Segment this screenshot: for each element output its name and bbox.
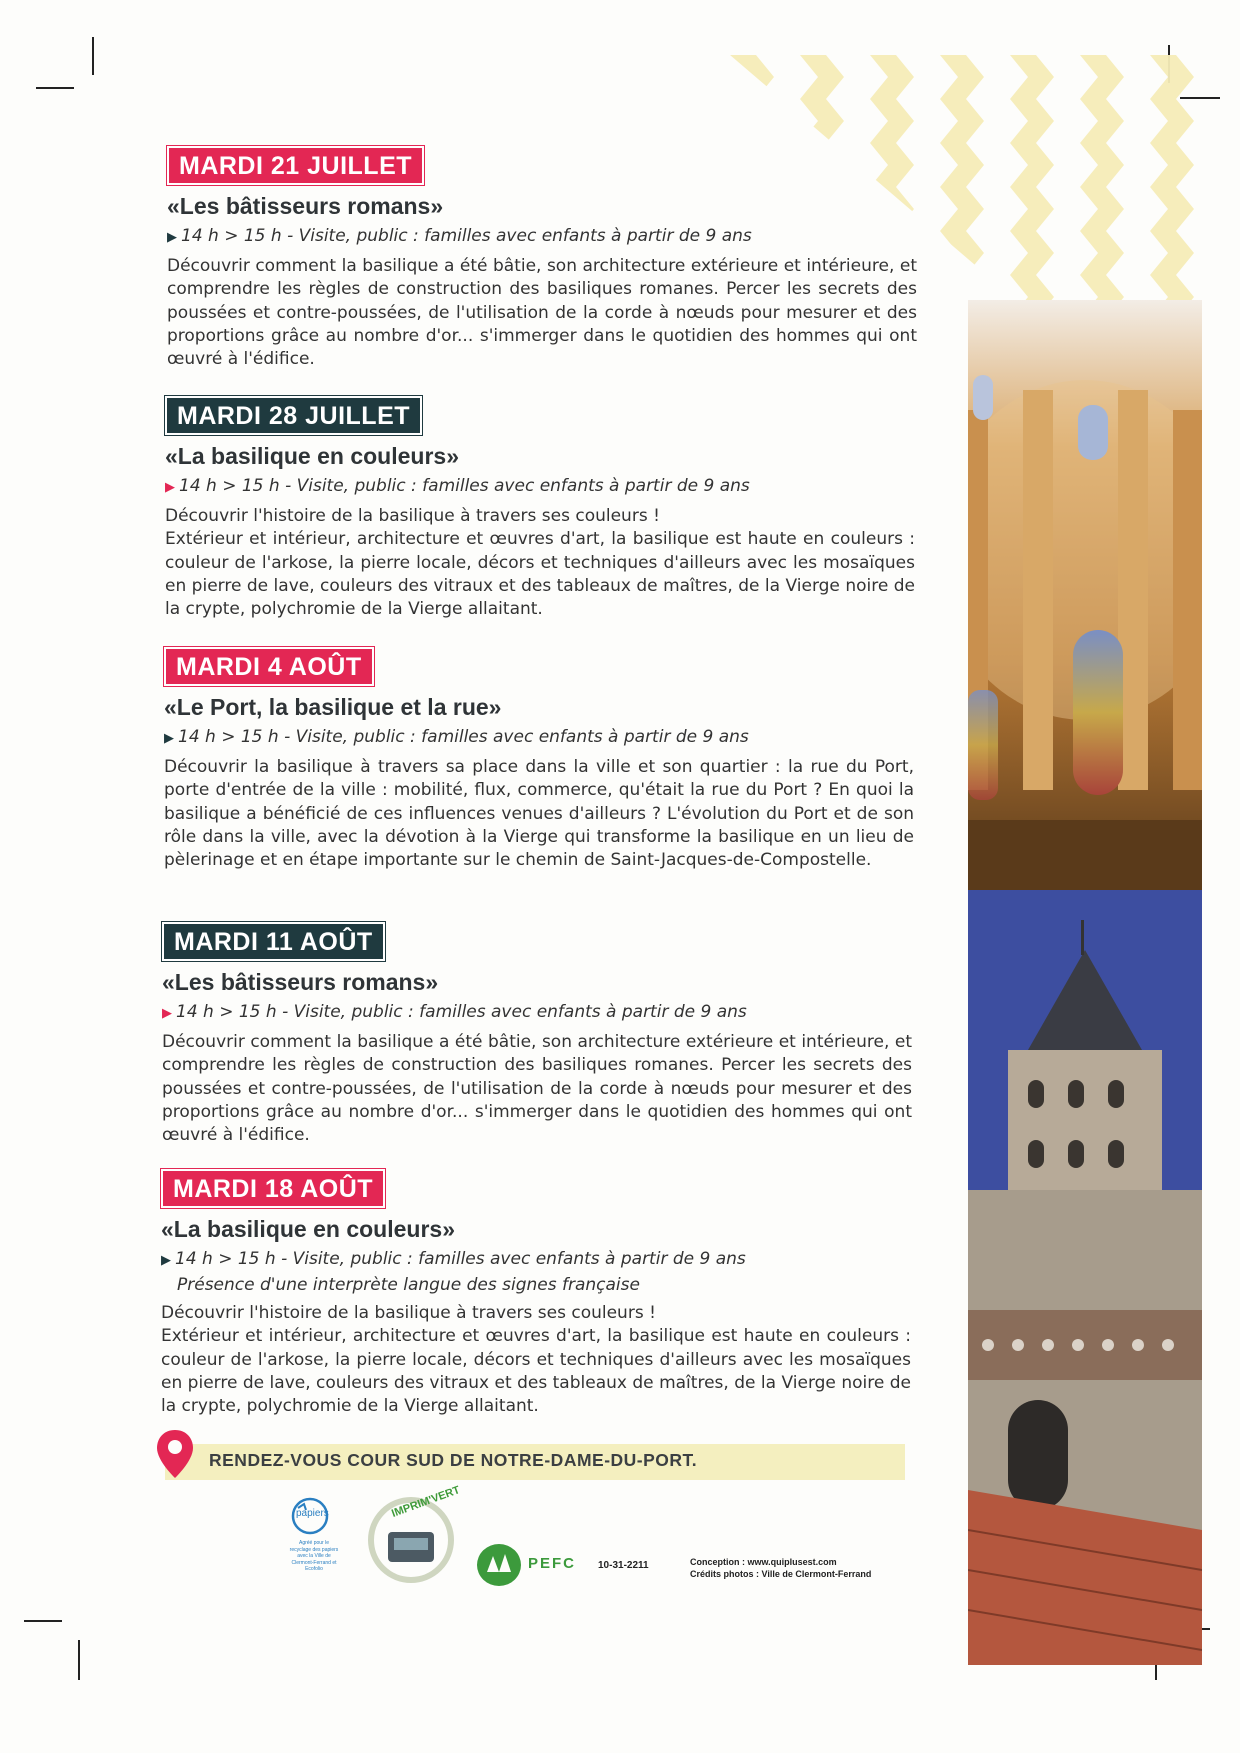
- event-description: [165, 505, 915, 621]
- event-meta: [165, 474, 1105, 500]
- event-title: «Les bâtisseurs romans»: [167, 193, 444, 219]
- triangle-icon: ▶: [162, 1006, 172, 1021]
- event-meta: [161, 1247, 1101, 1273]
- imprim-vert-label: IMPRIM'VERT: [390, 1484, 462, 1520]
- rendezvous-banner: [165, 1444, 905, 1480]
- pefc-label: PEFC: [528, 1555, 577, 1572]
- event-meta-text: 14 h > 15 h - Visite, public : familles avec enfants à partir de 9 ans: [176, 1002, 747, 1022]
- pefc-code: 10-31-2211: [598, 1560, 649, 1571]
- event-section: [162, 922, 1102, 1147]
- event-meta-text: 14 h > 15 h - Visite, public : familles avec enfants à partir de 9 ans: [175, 1249, 746, 1269]
- event-date-badge: MARDI 28 JUILLET: [165, 396, 422, 435]
- event-section: [161, 1169, 1101, 1418]
- pefc-tree-icon: [475, 1542, 523, 1588]
- conception-credit: Conception : www.quiplusest.com: [690, 1557, 837, 1567]
- event-description-text: Découvrir comment la basilique a été bâtie, son architecture extérieure et intérieure, et comprendre les règles de construction des basiliques romanes. Percer les secrets des poussées et contre-poussées, de l'utilisation de la corde à nœuds pour mesurer et des proportions grâce au nombre d'or... s'immerger dans le quotidien des hommes qui ont œuvré à l'édifice.: [162, 1032, 912, 1146]
- event-description: [167, 255, 917, 371]
- event-description: [161, 1302, 911, 1418]
- event-description-text: Extérieur et intérieur, architecture et œuvres d'art, la basilique est haute en couleurs : couleur de l'arkose, la pierre locale, décors et techniques d'ailleurs avec les mosaïques en pierre de lave, couleurs des vitraux et des tableaux de maîtres, de la Vierge noire de la crypte, polychromie de la Vierge allaitant.: [161, 1326, 911, 1417]
- event-meta-secondary: Présence d'une interprète langue des signes française: [177, 1275, 640, 1295]
- event-meta: [162, 1000, 1102, 1026]
- photo-credit: Crédits photos : Ville de Clermont-Ferrand: [690, 1569, 872, 1579]
- footer-logos: [280, 1484, 920, 1620]
- crop-mark: [78, 1640, 80, 1680]
- crop-mark: [92, 37, 94, 75]
- event-description: [162, 1031, 912, 1147]
- event-meta: [167, 224, 1107, 250]
- triangle-icon: ▶: [165, 480, 175, 495]
- papiers-note: Agréé pour le recyclage des papiers avec la Ville de Clermont-Ferrand et Ecofolio: [289, 1540, 339, 1572]
- event-title: «La basilique en couleurs»: [161, 1216, 455, 1242]
- event-date-badge: MARDI 4 AOÛT: [164, 647, 374, 686]
- event-description-text: Découvrir la basilique à travers sa place dans la ville et son quartier : la rue du Port, porte d'entrée de la ville : mobilité, flux, commerce, qu'était la rue du Port ? En quoi la basilique a bénéficié de ces influences venues d'ailleurs ? L'évolution du Port et de son rôle dans la ville, avec la dévotion à la Vierge qui transforme la basilique en un lieu de pèlerinage et en étape importante sur le chemin de Saint-Jacques-de-Compostelle.: [164, 757, 914, 871]
- event-meta-text: 14 h > 15 h - Visite, public : familles avec enfants à partir de 9 ans: [181, 226, 752, 246]
- event-date-badge: MARDI 21 JUILLET: [167, 146, 424, 185]
- location-pin-icon: [155, 1428, 195, 1480]
- event-date-badge: MARDI 11 AOÛT: [162, 922, 385, 961]
- event-section: [167, 146, 1107, 371]
- crop-mark: [24, 1620, 62, 1622]
- event-title: «Le Port, la basilique et la rue»: [164, 694, 502, 720]
- triangle-icon: ▶: [161, 1253, 171, 1268]
- event-description-text: Découvrir comment la basilique a été bâtie, son architecture extérieure et intérieure, et comprendre les règles de construction des basiliques romanes. Percer les secrets des poussées et contre-poussées, de l'utilisation de la corde à nœuds pour mesurer et des proportions grâce au nombre d'or... s'immerger dans le quotidien des hommes qui ont œuvré à l'édifice.: [167, 256, 917, 370]
- event-title: «La basilique en couleurs»: [165, 443, 459, 469]
- event-meta-text: 14 h > 15 h - Visite, public : familles avec enfants à partir de 9 ans: [179, 476, 750, 496]
- event-meta-text: 14 h > 15 h - Visite, public : familles avec enfants à partir de 9 ans: [178, 727, 749, 747]
- event-description: [164, 756, 914, 872]
- event-description-text: Extérieur et intérieur, architecture et œuvres d'art, la basilique est haute en couleurs : couleur de l'arkose, la pierre locale, décors et techniques d'ailleurs avec les mosaïques en pierre de lave, couleurs des vitraux et des tableaux de maîtres, de la Vierge noire de la crypte, polychromie de la Vierge allaitant.: [165, 529, 915, 620]
- event-date-badge: MARDI 18 AOÛT: [161, 1169, 385, 1208]
- rendezvous-text: RENDEZ-VOUS COUR SUD DE NOTRE-DAME-DU-PORT.: [209, 1450, 698, 1470]
- papiers-label: papiers: [296, 1508, 329, 1519]
- triangle-icon: ▶: [167, 230, 177, 245]
- event-title: «Les bâtisseurs romans»: [162, 969, 439, 995]
- event-meta: [164, 725, 1104, 751]
- event-description-text: Découvrir l'histoire de la basilique à travers ses couleurs !: [165, 506, 660, 526]
- triangle-icon: ▶: [164, 731, 174, 746]
- event-section: [165, 396, 1105, 621]
- crop-mark: [36, 87, 74, 89]
- event-description-text: Découvrir l'histoire de la basilique à travers ses couleurs !: [161, 1303, 656, 1323]
- event-section: [164, 647, 1104, 872]
